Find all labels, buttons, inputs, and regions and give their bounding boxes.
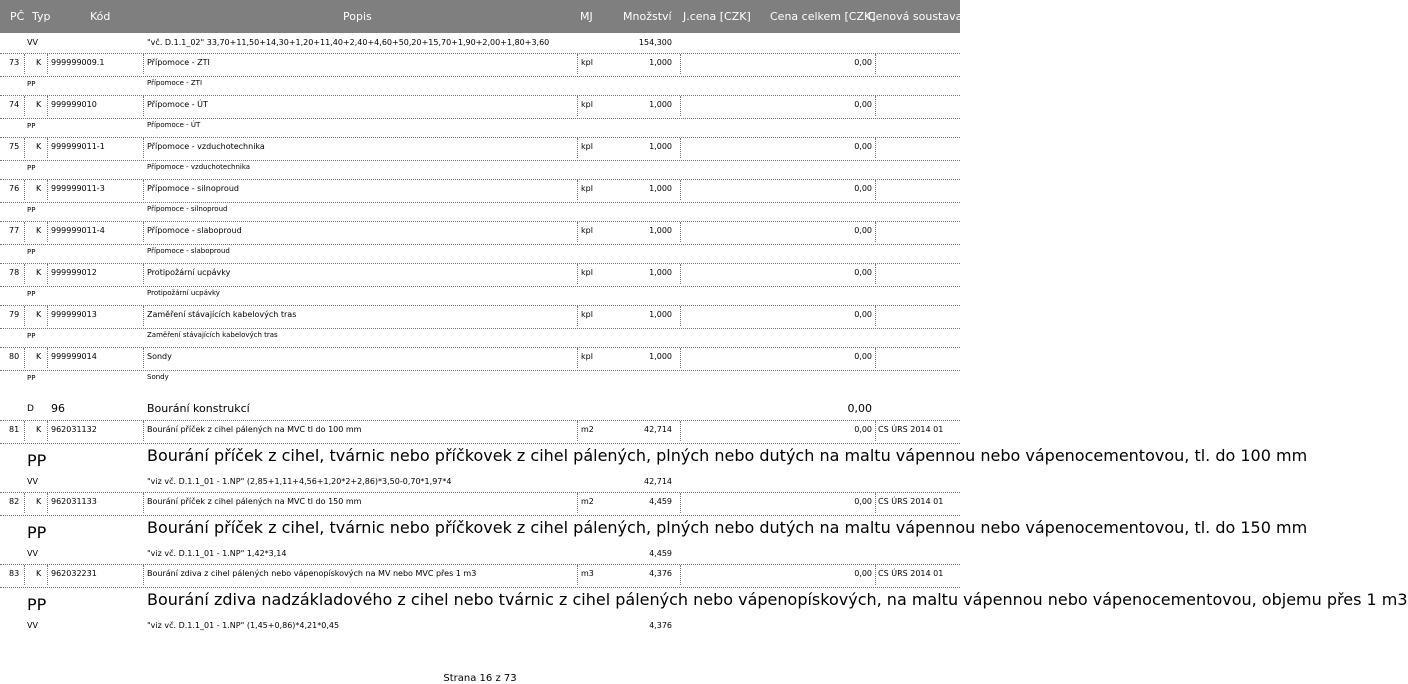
cell-typ: K [36,58,42,67]
cell-mnozstvi: 42,714 [644,425,672,434]
cell-typ: PP [27,164,36,172]
cell-cena: 0,00 [854,497,872,506]
col-kod: Kód [90,10,111,23]
cell-pc: 79 [9,310,20,319]
cell-mnozstvi: 1,000 [649,310,672,319]
cell-mj: kpl [581,310,593,319]
detail-row [0,159,960,179]
cell-popis: Bourání příček z cihel pálených na MVC tl do 100 mm [147,425,362,434]
cell-divider [143,493,144,513]
table-row [0,137,960,161]
cell-mnozstvi: 1,000 [649,268,672,277]
cell-divider [47,138,48,158]
cell-soustava: CS ÚRS 2014 01 [878,425,944,434]
detail-row [0,369,960,389]
cell-divider [24,264,25,284]
cell-popis: Přípomoce - silnoproud [147,205,228,213]
col-jcena: J.cena [CZK] [683,10,751,23]
col-typ: Typ [32,10,51,23]
cell-kod: 96 [51,402,65,415]
detail-row [0,586,1408,616]
cell-kod: 999999011-4 [51,226,105,235]
cell-mnozstvi: 4,376 [649,569,672,578]
cell-divider [875,565,876,585]
cell-popis: Přípomoce - slaboproud [147,247,230,255]
cell-mnozstvi: 154,300 [638,38,672,47]
cell-divider [24,421,25,441]
detail-row [0,201,960,221]
cell-popis: Bourání příček z cihel, tvárnic nebo příčkovek z cihel pálených, plných nebo dutých na maltu vápennou nebo vápenocementovou, tl. do 150 mm [147,518,1308,537]
cell-typ: PP [27,248,36,256]
cell-mj: m3 [581,569,594,578]
cell-typ: K [36,425,42,434]
cell-divider [47,222,48,242]
cell-divider [680,348,681,368]
table-row [0,53,960,77]
cell-divider [143,96,144,116]
cell-popis: Přípomoce - slaboproud [147,226,242,235]
cell-mnozstvi: 1,000 [649,100,672,109]
cell-divider [875,421,876,441]
cell-divider [680,493,681,513]
cell-typ: PP [27,451,47,470]
cell-popis: Zaměření stávajících kabelových tras [147,331,278,339]
cell-cena: 0,00 [854,184,872,193]
cell-mnozstvi: 1,000 [649,184,672,193]
cell-divider [143,348,144,368]
cell-divider [24,96,25,116]
cell-kod: 999999010 [51,100,97,109]
cell-divider [875,54,876,74]
cell-divider [24,54,25,74]
cell-divider [680,565,681,585]
cell-popis: "viz vč. D.1.1_01 - 1.NP" (1,45+0,86)*4,21*0,45 [147,621,340,630]
cell-divider [577,306,578,326]
cell-divider [24,180,25,200]
cell-kod: 999999009.1 [51,58,105,67]
cell-divider [47,54,48,74]
cell-kod: 999999011-3 [51,184,105,193]
table-row [0,564,960,588]
cell-mj: kpl [581,184,593,193]
cell-pc: 82 [9,497,20,506]
cell-popis: Sondy [147,373,169,381]
cell-pc: 81 [9,425,20,434]
col-mj: MJ [580,10,593,23]
table-row [0,95,960,119]
cell-divider [875,306,876,326]
detail-row [0,514,1308,544]
cell-divider [577,96,578,116]
cell-typ: K [36,352,42,361]
cell-popis: "viz vč. D.1.1_01 - 1.NP" 1,42*3,14 [147,549,287,558]
cell-typ: K [36,310,42,319]
cell-typ: D [27,404,34,414]
cell-typ: PP [27,206,36,214]
detail-row [0,442,1308,472]
cell-divider [875,96,876,116]
cell-cena: 0,00 [854,58,872,67]
cell-pc: 75 [9,142,20,151]
cell-pc: 80 [9,352,20,361]
cell-kod: 999999013 [51,310,97,319]
detail-row [0,285,960,305]
cell-typ: K [36,142,42,151]
cell-divider [47,264,48,284]
cell-divider [680,138,681,158]
cell-divider [24,493,25,513]
cell-mj: kpl [581,142,593,151]
cell-typ: K [36,100,42,109]
cell-divider [680,264,681,284]
cell-divider [577,180,578,200]
cell-popis: Protipožární ucpávky [147,268,231,277]
cell-mnozstvi: 4,459 [649,549,672,558]
cell-cena: 0,00 [854,226,872,235]
cell-pc: 76 [9,184,20,193]
cell-pc: 74 [9,100,20,109]
cell-kod: 962031132 [51,425,97,434]
cell-divider [680,222,681,242]
cell-kod: 999999014 [51,352,97,361]
cell-popis: "vč. D.1.1_02" 33,70+11,50+14,30+1,20+11,40+2,40+4,60+50,20+15,70+1,90+2,00+1,80+3,60 [147,38,550,47]
cell-popis: Bourání příček z cihel, tvárnic nebo příčkovek z cihel pálených, plných nebo dutých na maltu vápennou nebo vápenocementovou, tl. do 100 mm [147,446,1308,465]
cell-popis: Zaměření stávajících kabelových tras [147,310,297,319]
cell-divider [577,222,578,242]
cell-popis: Přípomoce - ZTI [147,58,210,67]
cell-typ: PP [27,332,36,340]
cell-popis: Přípomoce - ÚT [147,121,201,129]
cell-popis: Přípomoce - vzduchotechnika [147,142,265,151]
cell-typ: VV [27,38,38,47]
cell-pc: 73 [9,58,20,67]
cell-mj: kpl [581,268,593,277]
cell-typ: PP [27,595,47,614]
col-pc: PČ [10,10,25,23]
section-row [0,398,960,420]
cell-mnozstvi: 42,714 [644,477,672,486]
cell-pc: 83 [9,569,20,578]
cell-mnozstvi: 4,376 [649,621,672,630]
cell-divider [680,306,681,326]
cell-divider [143,565,144,585]
cell-typ: VV [27,621,38,630]
cell-divider [875,493,876,513]
cell-popis: Přípomoce - ZTI [147,79,203,87]
cell-cena: 0,00 [854,142,872,151]
cell-pc: 77 [9,226,20,235]
detail-row [0,243,960,263]
cell-cena: 0,00 [854,352,872,361]
detail-row [0,75,960,95]
cell-divider [143,54,144,74]
cell-divider [680,54,681,74]
cell-mj: m2 [581,497,594,506]
cell-divider [680,96,681,116]
cell-divider [680,421,681,441]
cell-soustava: CS ÚRS 2014 01 [878,497,944,506]
cell-divider [47,180,48,200]
cell-divider [47,96,48,116]
cell-divider [875,222,876,242]
cell-divider [875,264,876,284]
cell-mj: kpl [581,100,593,109]
cell-divider [577,264,578,284]
cell-mj: kpl [581,226,593,235]
cell-typ: PP [27,80,36,88]
table-row [0,179,960,203]
cell-typ: VV [27,549,38,558]
detail-row [0,117,960,137]
cell-divider [24,222,25,242]
cell-kod: 999999012 [51,268,97,277]
cell-mj: kpl [581,58,593,67]
cell-cena: 0,00 [854,268,872,277]
cell-divider [875,348,876,368]
cell-popis: "viz vč. D.1.1_01 - 1.NP" (2,85+1,11+4,56+1,20*2+2,86)*3,50-0,70*1,97*4 [147,477,452,486]
cell-mj: kpl [581,352,593,361]
cell-popis: Přípomoce - vzduchotechnika [147,163,251,171]
cell-divider [143,222,144,242]
cell-divider [680,180,681,200]
detail-row [0,327,960,347]
cell-cena: 0,00 [854,425,872,434]
cell-divider [24,138,25,158]
detail-row [0,616,960,636]
cell-typ: PP [27,122,36,130]
cell-divider [47,565,48,585]
cell-mnozstvi: 4,459 [649,497,672,506]
cell-typ: VV [27,477,38,486]
cell-popis: Bourání zdiva nadzákladového z cihel nebo tvárnic z cihel pálených nebo vápenopískových, na maltu vápennou nebo vápenocementovou, objemu přes 1 m3 [147,590,1408,609]
cell-divider [24,348,25,368]
table-row [0,263,960,287]
cell-divider [24,306,25,326]
col-soustava: Cenová soustava [868,10,963,23]
col-cena-celkem: Cena celkem [CZK] [770,10,876,23]
table-row [0,305,960,329]
cell-popis: Bourání příček z cihel pálených na MVC tl do 150 mm [147,497,362,506]
cell-kod: 962031133 [51,497,97,506]
cell-typ: PP [27,523,47,542]
table-row [0,492,960,516]
cell-divider [577,348,578,368]
table-row [0,347,960,371]
cell-mj: m2 [581,425,594,434]
cell-cena: 0,00 [854,100,872,109]
cell-divider [47,306,48,326]
cell-divider [577,54,578,74]
cell-divider [24,565,25,585]
cell-divider [577,421,578,441]
cell-divider [577,493,578,513]
cell-popis: Přípomoce - ÚT [147,100,208,109]
col-popis: Popis [343,10,372,23]
cell-typ: K [36,569,42,578]
table-row [0,420,960,444]
cell-typ: K [36,226,42,235]
cell-divider [143,138,144,158]
cell-divider [875,138,876,158]
cell-divider [875,180,876,200]
cell-popis: Protipožární ucpávky [147,289,220,297]
cell-divider [577,138,578,158]
cell-pc: 78 [9,268,20,277]
cell-popis: Přípomoce - silnoproud [147,184,239,193]
cell-cena: 0,00 [847,402,872,415]
cell-popis: Bourání konstrukcí [147,402,250,415]
cell-cena: 0,00 [854,310,872,319]
cell-divider [47,421,48,441]
detail-row [0,472,960,492]
cell-kod: 999999011-1 [51,142,105,151]
cell-divider [143,306,144,326]
table-row [0,221,960,245]
cell-soustava: CS ÚRS 2014 01 [878,569,944,578]
col-mnozstvi: Množství [623,10,672,23]
cell-divider [143,180,144,200]
cell-mnozstvi: 1,000 [649,226,672,235]
cell-divider [47,493,48,513]
table-header [0,0,963,33]
detail-row [0,33,960,53]
cell-divider [47,348,48,368]
page-number: Strana 16 z 73 [443,673,517,684]
cell-typ: K [36,497,42,506]
cell-popis: Bourání zdiva z cihel pálených nebo vápenopískových na MV nebo MVC přes 1 m3 [147,569,477,578]
cell-typ: K [36,268,42,277]
cell-typ: PP [27,290,36,298]
cell-mnozstvi: 1,000 [649,58,672,67]
cell-typ: K [36,184,42,193]
cell-popis: Sondy [147,352,172,361]
cell-mnozstvi: 1,000 [649,142,672,151]
cell-cena: 0,00 [854,569,872,578]
cell-mnozstvi: 1,000 [649,352,672,361]
detail-row [0,544,960,564]
cell-typ: PP [27,374,36,382]
cell-divider [143,421,144,441]
cell-divider [143,264,144,284]
cell-kod: 962032231 [51,569,97,578]
cell-divider [577,565,578,585]
